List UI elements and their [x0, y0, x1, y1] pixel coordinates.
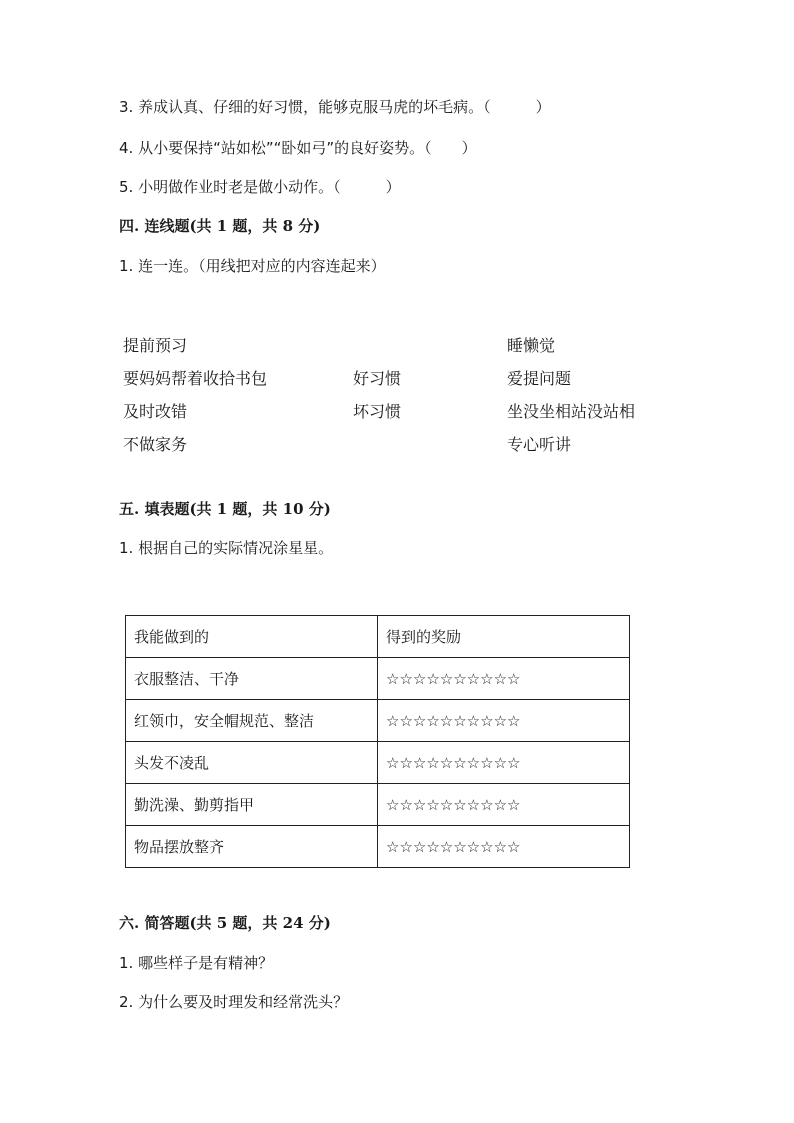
- match-left-item[interactable]: 要妈妈帮着收拾书包: [123, 369, 268, 388]
- section-5-title: 五. 填表题(共 1 题，共 10 分): [119, 500, 331, 518]
- section-4-title: 四. 连线题(共 1 题，共 8 分): [119, 217, 321, 235]
- match-right-item[interactable]: 睡懒觉: [507, 336, 556, 355]
- star-table: [125, 615, 630, 868]
- star-rating[interactable]: ☆☆☆☆☆☆☆☆☆☆: [378, 784, 630, 826]
- table-cell-item: 衣服整洁、干净: [126, 658, 378, 700]
- table-header-cell: 我能做到的: [126, 616, 378, 658]
- match-left-item[interactable]: 提前预习: [123, 336, 188, 355]
- star-rating[interactable]: ☆☆☆☆☆☆☆☆☆☆: [378, 700, 630, 742]
- star-rating[interactable]: ☆☆☆☆☆☆☆☆☆☆: [378, 826, 630, 868]
- table-row: [126, 826, 630, 868]
- section-6-question-2: 2. 为什么要及时理发和经常洗头？: [119, 993, 349, 1011]
- table-cell-item: 头发不凌乱: [126, 742, 378, 784]
- table-header-row: [126, 616, 630, 658]
- star-rating[interactable]: ☆☆☆☆☆☆☆☆☆☆: [378, 742, 630, 784]
- section-6-question-1: 1. 哪些样子是有精神？: [119, 954, 274, 972]
- match-right-item[interactable]: 爱提问题: [507, 369, 572, 388]
- table-cell-item: 红领巾，安全帽规范、整洁: [126, 700, 378, 742]
- table-row: [126, 742, 630, 784]
- table-cell-item: 勤洗澡、勤剪指甲: [126, 784, 378, 826]
- section-5-question: 1. 根据自己的实际情况涂星星。: [119, 539, 334, 557]
- match-middle-item[interactable]: 好习惯: [353, 369, 402, 388]
- judge-question-3: 3. 养成认真、仔细的好习惯，能够克服马虎的坏毛病。（ ）: [119, 98, 551, 116]
- table-header-cell: 得到的奖励: [378, 616, 630, 658]
- table-row: [126, 700, 630, 742]
- table-row: [126, 784, 630, 826]
- judge-question-4: 4. 从小要保持“站如松”“卧如弓”的良好姿势。（ ）: [119, 139, 477, 157]
- table-row: [126, 658, 630, 700]
- match-middle-item[interactable]: 坏习惯: [353, 402, 402, 421]
- match-right-item[interactable]: 坐没坐相站没站相: [507, 402, 636, 421]
- judge-question-5: 5. 小明做作业时老是做小动作。（ ）: [119, 178, 401, 196]
- section-4-question: 1. 连一连。（用线把对应的内容连起来）: [119, 257, 386, 275]
- table-cell-item: 物品摆放整齐: [126, 826, 378, 868]
- match-left-item[interactable]: 及时改错: [123, 402, 188, 421]
- star-rating[interactable]: ☆☆☆☆☆☆☆☆☆☆: [378, 658, 630, 700]
- match-right-item[interactable]: 专心听讲: [507, 435, 572, 454]
- match-left-item[interactable]: 不做家务: [123, 435, 188, 454]
- section-6-title: 六. 简答题(共 5 题，共 24 分): [119, 914, 331, 932]
